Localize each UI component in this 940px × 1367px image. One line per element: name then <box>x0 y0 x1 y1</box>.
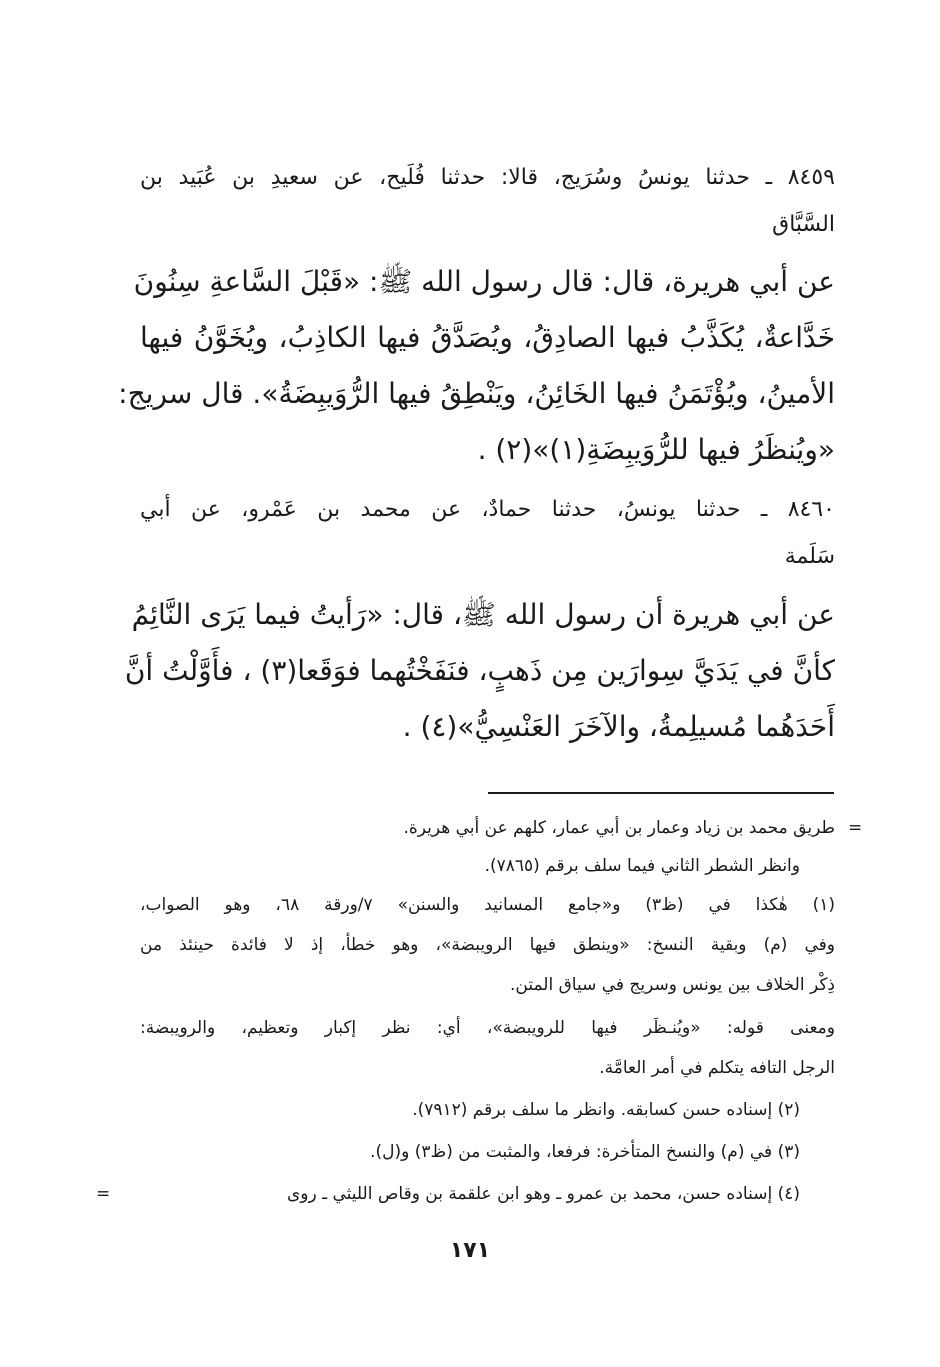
footnote-4-continue-mark: = <box>96 1184 111 1204</box>
page-number: ١٧١ <box>449 1238 491 1263</box>
hadith-8459-isnad-line-2: السَّبَّاق <box>772 212 835 237</box>
footnote-see-also: وانظر الشطر الثاني فيما سلف برقم (٧٨٦٥). <box>484 856 800 876</box>
footnote-carry-over: طريق محمد بن زياد وعمار بن أبي عمار، كلهم عن أبي هريرة. <box>403 818 835 838</box>
footnote-1-line-4: ومعنى قوله: «ويُنـظَر فيها للرويبضة»، أي: نظر إكبار وتعظيم، والرويبضة: <box>140 1018 835 1038</box>
footnote-4: (٤) إسناده حسن، محمد بن عمرو ـ وهو ابن علقمة بن وقاص الليثي ـ روى <box>286 1184 800 1204</box>
hadith-8459-matn-line-2: خَدَّاعةٌ، يُكَذَّبُ فيها الصادِقُ، ويُصَدَّقُ فيها الكاذِبُ، ويُخَوَّنُ فيها <box>140 321 835 354</box>
footnote-3: (٣) في (م) والنسخ المتأخرة: فرفعا، والمثبت من (ظ٣) و(ل). <box>370 1142 800 1162</box>
hadith-8460-matn-line-3: أَحَدَهُما مُسيلِمةُ، والآخَرَ العَنْسِيُّ»(٤) . <box>402 710 835 743</box>
hadith-8460-isnad-line-2: سَلَمة <box>784 544 835 569</box>
hadith-8460-isnad-line-1: ٨٤٦٠ ـ حدثنا يونسُ، حدثنا حمادٌ، عن محمد بن عَمْرو، عن أبي <box>140 497 835 522</box>
footnote-1-line-5: الرجل التافه يتكلم في أمر العامَّة. <box>599 1058 835 1078</box>
hadith-8459-matn-line-4: «ويُنظَرُ فيها للرُّوَيبِضَةِ(١)»(٢) . <box>477 433 835 466</box>
footnote-1-line-3: ذِكْر الخلاف بين يونس وسريج في سياق المتن. <box>509 975 835 995</box>
hadith-8460-matn-line-2: كأنَّ في يَدَيَّ سِوارَين مِن ذَهبٍ، فنَفَخْتُهما فوَقَعا(٣) ، فأَوَّلْتُ أنَّ <box>124 654 835 687</box>
hadith-8459-matn-line-3: الأمينُ، ويُؤْتَمَنُ فيها الخَائِنُ، ويَنْطِقُ فيها الرُّوَيبِضَةُ». قال سريج: <box>118 377 835 410</box>
hadith-8459-isnad-line-1: ٨٤٥٩ ـ حدثنا يونسُ وسُرَيج، قالا: حدثنا فُلَيح، عن سعيدِ بن عُبَيد بن <box>140 165 835 190</box>
footnote-1-line-1: (١) هٰكذا في (ظ٣) و«جامع المسانيد والسنن» ٧/ورقة ٦٨، وهو الصواب، <box>140 895 835 915</box>
footnote-separator <box>488 792 834 794</box>
hadith-8460-matn-line-1: عن أبي هريرة أن رسول الله ﷺ، قال: «رَأيتُ فيما يَرَى النَّائِمُ <box>131 598 835 631</box>
footnote-continuation-mark: = <box>848 818 863 838</box>
footnote-2: (٢) إسناده حسن كسابقه. وانظر ما سلف برقم (٧٩١٢). <box>412 1100 800 1120</box>
footnote-1-line-2: وفي (م) وبقية النسخ: «وينطق فيها الرويبضة»، وهو خطأ، إذ لا فائدة حينئذ من <box>140 935 835 955</box>
hadith-8459-matn-line-1: عن أبي هريرة، قال: قال رسول الله ﷺ: «قَبْلَ السَّاعةِ سِنُونَ <box>133 265 835 298</box>
